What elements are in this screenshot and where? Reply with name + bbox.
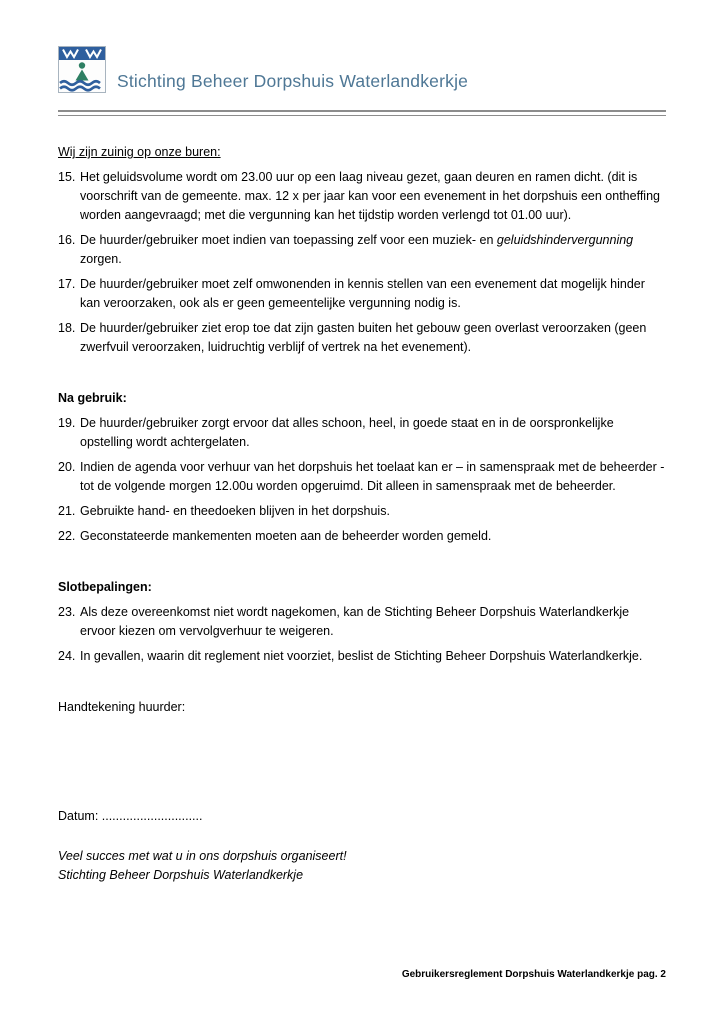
date-label: Datum: ............................. — [58, 809, 203, 823]
list-item-text: De huurder/gebruiker zorgt ervoor dat alles schoon, heel, in goede staat en in de oorspronkelijke opstelling wordt achtergelaten. — [80, 416, 614, 449]
list-item-24 — [58, 647, 666, 666]
section-heading-neighbours: Wij zijn zuinig op onze buren: — [58, 145, 221, 159]
list-item-19 — [58, 414, 666, 452]
list-item-text — [80, 231, 666, 269]
list-item-22 — [58, 527, 666, 546]
list-item-21 — [58, 502, 666, 521]
list-item-text: Geconstateerde mankementen moeten aan de beheerder worden gemeld. — [80, 529, 492, 543]
list-item-number: 18. — [58, 321, 76, 335]
list-item-number: 24. — [58, 649, 76, 663]
list-item-number: 20. — [58, 460, 76, 474]
list-item-text-part: zorgen. — [80, 252, 122, 266]
page-footer: Gebruikersreglement Dorpshuis Waterlandkerkje pag. 2 — [401, 969, 666, 980]
coat-of-arms-icon — [58, 46, 106, 93]
list-item-number: 17. — [58, 277, 76, 291]
page-content — [58, 0, 666, 1024]
list-item-16 — [58, 231, 666, 269]
list-item-text: Gebruikte hand- en theedoeken blijven in het dorpshuis. — [80, 504, 390, 518]
closing-line-2: Stichting Beheer Dorpshuis Waterlandkerkje — [58, 868, 304, 882]
coat-of-arms-logo — [58, 46, 106, 93]
list-item-number: 22. — [58, 529, 76, 543]
list-item-17 — [58, 275, 666, 313]
section-heading-na-gebruik: Na gebruik: — [58, 391, 127, 405]
list-item-15 — [58, 168, 666, 225]
list-item-text: Indien de agenda voor verhuur van het dorpshuis het toelaat kan er – in samenspraak met de beheerder - tot de volgende morgen 12.00u worden opgeruimd. Dit alleen in samenspraak met de beheerder. — [80, 460, 665, 493]
list-item-number: 21. — [58, 504, 76, 518]
document-title: Stichting Beheer Dorpshuis Waterlandkerkje — [117, 71, 469, 91]
list-item-18 — [58, 319, 666, 357]
italic-term: geluidshindervergunning — [496, 233, 634, 247]
list-item-number: 23. — [58, 605, 76, 619]
closing-note — [58, 847, 666, 885]
list-item-text: De huurder/gebruiker moet zelf omwonenden in kennis stellen van een evenement dat mogelijk hinder kan veroorzaken, ook als er geen gemeentelijke vergunning nodig is. — [80, 277, 645, 310]
closing-line-1: Veel succes met wat u in ons dorpshuis organiseert! — [58, 849, 347, 863]
list-item-20 — [58, 458, 666, 496]
list-item-text: In gevallen, waarin dit reglement niet voorziet, beslist de Stichting Beheer Dorpshuis Waterlandkerkje. — [80, 649, 643, 663]
section-heading-slotbepalingen: Slotbepalingen: — [58, 580, 152, 594]
list-item-number: 15. — [58, 170, 76, 184]
list-item-23 — [58, 603, 666, 641]
list-item-text-part: De huurder/gebruiker moet indien van toepassing zelf voor een muziek- en — [80, 233, 497, 247]
list-item-text: Het geluidsvolume wordt om 23.00 uur op een laag niveau gezet, gaan deuren en ramen dicht. (dit is voorschrift van de gemeente. max. 12 x per jaar kan voor een evenement in het dorpshuis een ontheffing worden aangevraagd; met die vergunning kan het tijdstip worden verlengd tot 01.00 uur). — [80, 170, 660, 222]
list-item-text: Als deze overeenkomst niet wordt nagekomen, kan de Stichting Beheer Dorpshuis Waterlandkerkje ervoor kiezen om vervolgverhuur te weigeren. — [80, 605, 630, 638]
list-item-number: 19. — [58, 416, 76, 430]
signature-label: Handtekening huurder: — [58, 700, 186, 714]
document-header — [58, 0, 666, 93]
list-item-text: De huurder/gebruiker ziet erop toe dat zijn gasten buiten het gebouw geen overlast veroorzaken (geen zwerfvuil veroorzaken, luidruchtig verblijf of vertrek na het evenement). — [80, 321, 647, 354]
list-item-number: 16. — [58, 233, 76, 247]
document-body — [58, 116, 666, 885]
